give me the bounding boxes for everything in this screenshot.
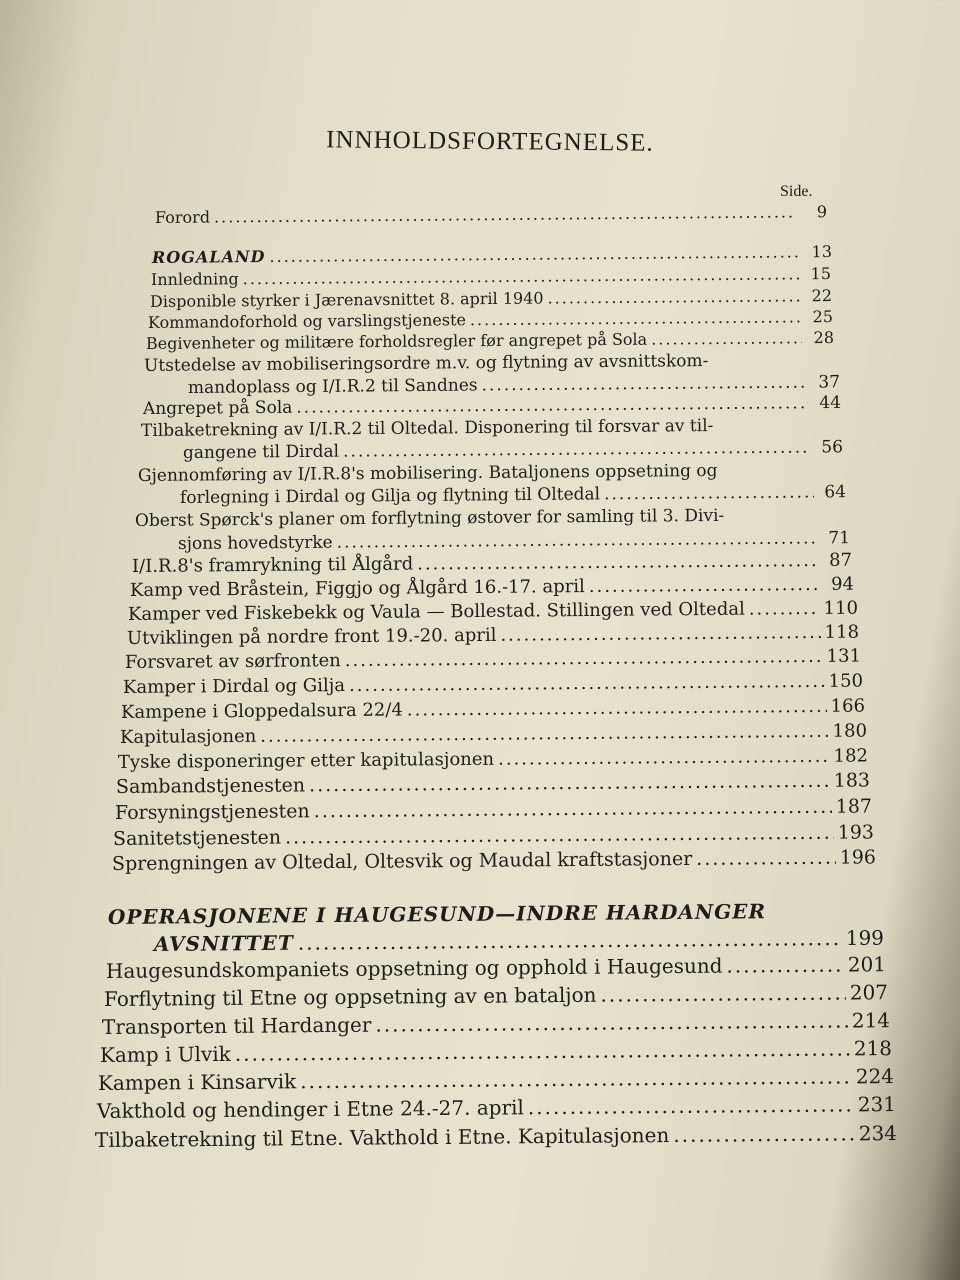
toc-entry [151,264,831,289]
toc-leader-dots [300,1064,852,1093]
toc-entry-title: Angrepet på Sola [142,397,293,419]
toc-entry-line: Gjennomføring av I/I.R.8's mobilisering. Bataljonens oppsetning og [137,460,718,486]
toc-entry-title: Kampen i Kinsarvik [97,1069,297,1095]
toc-entry-page: 87 [828,549,853,571]
toc-leader-dots [470,307,801,329]
toc-leader-dots [528,1092,854,1119]
toc-entry-title: gangene til Dirdal [182,441,340,463]
toc-entry-line: Utstedelse av mobiliseringsordre m.v. og flytning av avsnittskom- [143,351,709,376]
toc-entry-page: 28 [813,327,835,348]
toc-entry-page: 193 [837,821,875,844]
toc-entry-forord [155,202,827,227]
toc-leader-dots [285,822,834,849]
toc-entry-title: Tyske disponeringer etter kapitulasjonen [117,748,495,773]
toc-entry-title: Forsyningstjenesten [114,800,310,824]
toc-entry [98,1064,894,1095]
toc-leader-dots [604,482,814,504]
toc-entry [112,846,876,875]
toc-entry-page: 231 [857,1092,897,1117]
toc-entry-page: 44 [819,392,842,414]
toc-entry-title: Kommandoforhold og varslingstjeneste [147,310,467,332]
toc-leader-dots [651,328,802,348]
toc-leader-dots [417,550,820,575]
toc-entry-continuation [183,437,843,463]
toc-entry-title: forlegning i Dirdal og Gilja og flytning til Oltedal [179,484,601,508]
toc-entry [132,550,852,577]
toc-entry-page: 131 [826,645,862,667]
toc-entry-title: mandoplass og I/I.R.2 til Sandnes [187,375,478,398]
toc-entry [97,1092,896,1123]
toc-leader-dots [696,847,836,870]
toc-entry [120,720,867,748]
toc-entry-page: 94 [830,573,855,595]
toc-entry-title: Sprengningen av Oltedal, Oltesvik og Maudal kraftstasjoner [111,847,693,875]
toc-leader-dots [749,598,820,620]
toc-leader-dots [547,286,800,307]
toc-entry-title: Kamp i Ulvik [99,1041,231,1067]
toc-entry [127,622,859,649]
toc-leader-dots [345,646,823,671]
toc-entry [121,696,865,723]
toc-entry-page: 214 [851,1008,891,1033]
toc-section-title: ROGALAND [151,247,266,267]
toc-entry-page: 201 [847,952,887,977]
toc-entry-title: Vakthold og hendinger i Etne 24.-27. april [96,1095,524,1123]
toc-entry-title: Sanitetstjenesten [112,826,282,850]
toc-leader-dots [726,953,844,978]
toc-leader-dots [243,264,799,288]
toc-leader-dots [260,721,829,747]
toc-entry-title: Forord [154,207,211,227]
toc-leader-dots [314,796,832,823]
toc-leader-dots [481,373,808,396]
page-title: INNHOLDSFORTEGNELSE. [326,126,654,157]
toc-entry-page: 37 [818,372,841,393]
toc-entry-page: 182 [833,745,869,767]
toc-section-rogaland [152,242,832,267]
toc-entry-page: 234 [858,1121,898,1146]
toc-leader-dots [349,671,825,696]
toc-entry-title: Kapitulasjonen [119,725,257,748]
toc-leader-dots [498,746,830,770]
toc-entry [128,598,858,625]
toc-leader-dots [235,1036,850,1065]
toc-leader-dots [296,393,809,417]
toc-leader-dots [214,202,795,226]
toc-entry-title: Kampene i Gloppedalsura 22/4 [120,699,403,723]
toc-entry-page: 64 [824,482,847,503]
toc-entry-title: I/I.R.8's framrykning til Ålgård [131,553,414,577]
toc-entry [100,1036,892,1067]
toc-entry-page: 218 [853,1036,893,1061]
toc-entry-page: 196 [839,846,877,869]
toc-entry-page: 150 [828,670,864,692]
toc-entry-title: Forsvaret av sørfronten [124,650,341,673]
toc-leader-dots [309,770,830,797]
toc-entry-title: Kamp ved Bråstein, Figgjo og Ålgård 16.-17. april [129,576,585,601]
toc-entry-title: Disponible styrker i Jærenavsnittet 8. april 1940 [149,288,544,311]
toc-leader-dots [600,981,846,1007]
toc-entry-line: Oberst Spørck's planer om forflytning østover for samling til 3. Divi- [134,505,725,531]
toc-entry-page: 9 [816,202,828,222]
toc-leader-dots [407,696,827,721]
toc-entry-title: Sambandstjenesten [115,774,306,798]
toc-entry-page: 199 [845,925,885,950]
toc-entry-page: 15 [810,264,832,284]
toc-leader-dots [500,622,820,646]
toc-entry-title: Kamper i Dirdal og Gilja [122,675,346,698]
toc-entry-title: Kamper ved Fiskebekk og Vaula — Bollestad. Stillingen ved Oltedal [127,598,745,625]
toc-entry-title: Begivenheter og militære forholdsregler før angrepet på Sola [145,329,648,353]
toc-entry [130,574,854,601]
toc-section-haugesund: OPERASJONENE I HAUGESUND—INDRE HARDANGER [107,899,767,929]
toc-entry [102,1008,890,1039]
toc-entry-page: 207 [849,980,889,1005]
toc-entry [125,646,861,673]
toc-entry-page: 183 [833,769,871,792]
toc-entry [104,980,888,1011]
toc-entry-title: Tilbaketrekning til Etne. Vakthold i Etne. Kapitulasjonen [94,1122,670,1152]
toc-entry-title: Haugesundskompaniets oppsetning og opphold i Haugesund [105,953,723,983]
toc-entry-page: 22 [811,286,833,306]
toc-entry [113,821,874,850]
toc-entry-page: 25 [812,307,834,327]
toc-entry-page: 180 [832,720,868,742]
toc-entry [118,745,868,773]
toc-entry-title: Transporten til Hardanger [101,1012,372,1039]
toc-leader-dots [673,1121,855,1147]
toc-leader-dots [375,1008,848,1036]
toc-entry [146,328,834,353]
toc-section-title: AVSNITTET [153,930,294,956]
toc-leader-dots [269,242,800,266]
toc-entry-title: Innledning [150,269,239,289]
toc-section-continuation [154,926,884,956]
toc-entry-title: Utviklingen på nordre front 19.-20. april [126,624,497,649]
toc-entry [95,1121,897,1152]
toc-entry-page: 224 [855,1064,895,1089]
page-column-header: Side. [780,183,813,200]
toc-entry-title: sjons hovedstyrke [177,532,333,554]
toc-entry [106,952,886,983]
toc-leader-dots [298,926,842,955]
toc-leader-dots [343,438,811,462]
toc-entry-page: 118 [824,621,860,643]
toc-entry-page: 13 [811,242,833,262]
toc-entry-page: 166 [830,695,866,717]
toc-entry-line: Tilbaketrekning av I/I.R.2 til Oltedal. Disponering til forsvar av til- [140,416,714,441]
toc-entry-continuation [180,482,846,508]
toc-entry-page: 56 [821,437,844,458]
toc-entry-page: 71 [828,528,851,549]
toc-leader-dots [337,528,818,552]
toc-entry-page: 110 [823,597,859,619]
toc-entry [116,769,870,798]
toc-entry-title: Forflytning til Etne og oppsetning av en bataljon [103,982,597,1011]
toc-entry [123,671,863,698]
toc-entry-page: 187 [835,795,873,818]
toc-leader-dots [589,574,822,597]
toc-entry [115,795,872,824]
